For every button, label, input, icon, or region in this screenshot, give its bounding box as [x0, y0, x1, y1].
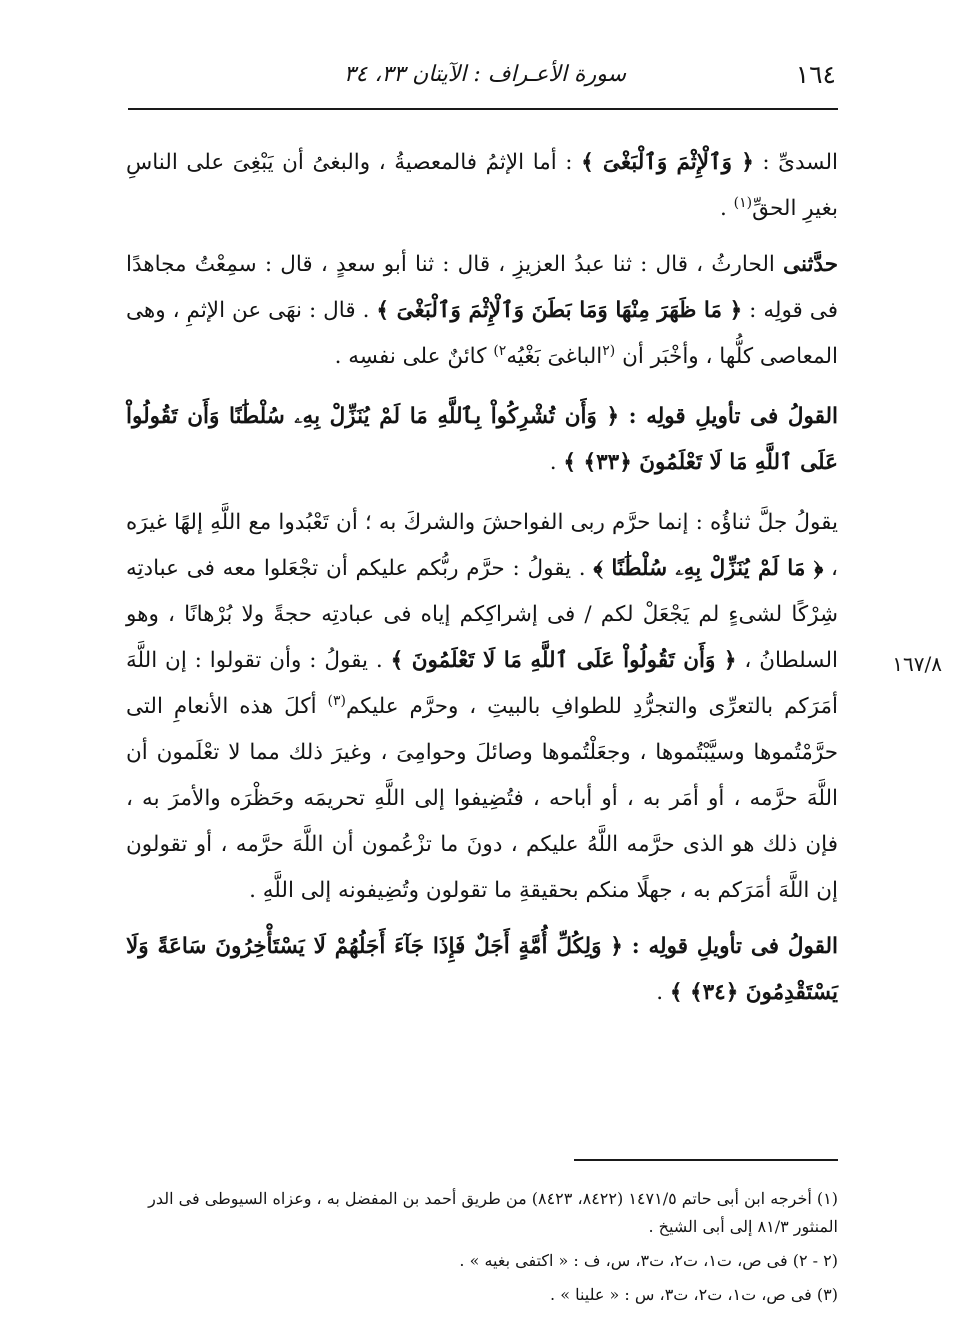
paragraph-3 [126, 394, 838, 486]
paragraph-5 [126, 924, 838, 1016]
footnotes [126, 1185, 838, 1315]
margin-volume-page-note: ١٦٧/٨ [892, 652, 942, 676]
text-run: . قال : نهَى عن الإثمِ ، وهى المعاصى كلُّها ، وأخْبَر أن [126, 298, 838, 369]
footnote-3: (٣) فى ص، ت١، ت٢، ت٣، س : « علينا » . [550, 1285, 838, 1304]
paragraph-2 [126, 242, 838, 380]
lead-phrase: القولُ فى تأويلِ قولِه : [619, 404, 838, 429]
quran-verse: ﴿ مَا ظَهَرَ مِنْهَا وَمَا بَطَنَ وَٱلْإِثْمَ وَٱلْبَغْىَ ﴾ [376, 298, 743, 323]
footnote-ref: (٢ [602, 342, 616, 359]
page-header [128, 58, 836, 98]
quran-verse: ﴿ مَا لَمْ يُنَزِّلْ بِهِۦ سُلْطَٰنًا ﴾ [593, 556, 824, 581]
footnote-ref: (١) [733, 194, 753, 211]
footnote-ref: ٢) [493, 342, 507, 359]
quran-verse: ﴿ وَأَن تَقُولُواْ عَلَى ٱللَّهِ مَا لَا تَعْلَمُونَ ﴾ [390, 648, 737, 673]
text-run: . [656, 980, 670, 1005]
text-run: السدىِّ : [753, 150, 839, 175]
paragraph-4 [126, 500, 838, 914]
text-run: . يقولُ : وأن تقولوا : إن اللَّهَ أمَرَكم بالتعرِّى والتجرُّدِ للطوافِ بالبيتِ ، وحرَّم عليكم [126, 648, 838, 719]
text-run: الحارثُ ، قال : ثنا عبدُ العزيزِ ، قال : ثنا أبو سعدٍ ، قال : سمِعْتُ مجاهدًا فى قولِه : [126, 252, 839, 323]
main-text [126, 140, 838, 1030]
page-number: ١٦٤ [795, 60, 836, 89]
footnote-ref: (٣) [327, 692, 346, 709]
text-run: . [549, 450, 564, 475]
text-run: أكلَ هذه الأنعامِ التى حرَّمْتُموها وسيَّبْتُموها ، وجعَلْتُموها وصائلَ وحوامِىَ ، وغيرَ ذلك مما لا تعْلَمون أن اللَّهَ حرَّمه ، أو أمَر به ، أو أباحه ، فتُضِيفوا إلى اللَّهِ تحريمَه وحَظْرَه والأمرَ به ، فإن ذلك هو الذى حرَّمه اللَّهُ عليكم ، دونَ ما تزْعُمون أن اللَّهَ حرَّمه ، أو تقولون إن اللَّهَ أمَرَكم به ، جهلًا منكم بحقيقةِ ما تقولون وتُضِيفونه إلى اللَّهِ . [126, 694, 838, 903]
running-title: سورة الأعـراف : الآيتان ٣٣، ٣٤ [343, 62, 626, 87]
header-rule [128, 108, 838, 110]
text-run: الباغىَ بَغْيُه [506, 344, 603, 369]
text-run: يقولُ جلَّ ثناؤُه : إنما حرَّم ربى الفواحشَ والشركَ به ؛ أن تَعْبُدوا مع اللَّهِ إلهًا غيرَه ، [126, 510, 838, 581]
paragraph-1 [126, 140, 838, 232]
lead-phrase: حدَّثنى [783, 252, 838, 277]
quran-verse: ﴿ وَٱلْإِثْمَ وَٱلْبَغْىَ ﴾ [581, 150, 754, 175]
footnote-1: (١) أخرجه ابن أبى حاتم ١٤٧١/٥ (٨٤٢٢، ٨٤٢٣) من طريق أحمد بن المفضل به ، وعزاه السيوطى فى الدر المنثور ٨١/٣ إلى أبى الشيخ . [148, 1189, 838, 1236]
lead-phrase: القولُ فى تأويلِ قولِه : [622, 934, 838, 959]
text-run: : أما الإثمُ فالمعصيةُ ، والبغىُ أن يَبْغِىَ على الناسِ بغيرِ الحقِّ [126, 150, 838, 221]
text-run: . [719, 196, 734, 221]
text-run: . يقولُ : حرَّم ربُّكم عليكم أن تجْعَلوا معه فى عبادتِه شِرْكًا لشىءٍ لم يَجْعَلْ لكم / فى إشراكِكم إياه فى عبادتِه حجةً ولا بُرْهانًا ، وهو السلطانُ ، [126, 556, 839, 673]
footnote-rule [574, 1159, 838, 1161]
quran-verse: ﴿ وَأَن تُشْرِكُواْ بِٱللَّهِ مَا لَمْ يُنَزِّلْ بِهِۦ سُلْطَٰنًا وَأَن تَقُولُواْ عَلَى ٱللَّهِ مَا لَا تَعْلَمُونَ ﴿٣٣﴾ ﴾ [126, 404, 838, 475]
footnote-2: (٢ - ٢) فى ص، ت١، ت٢، ت٣، س، ف : « اكتفى بغيه » . [459, 1251, 838, 1270]
text-run: كائنٌ على نفسِه . [334, 344, 494, 369]
quran-verse: ﴿ وَلِكُلِّ أُمَّةٍ أَجَلٌ فَإِذَا جَآءَ أَجَلُهُمْ لَا يَسْتَأْخِرُونَ سَاعَةً وَلَا يَسْتَقْدِمُونَ ﴿٣٤﴾ ﴾ [126, 934, 838, 1005]
